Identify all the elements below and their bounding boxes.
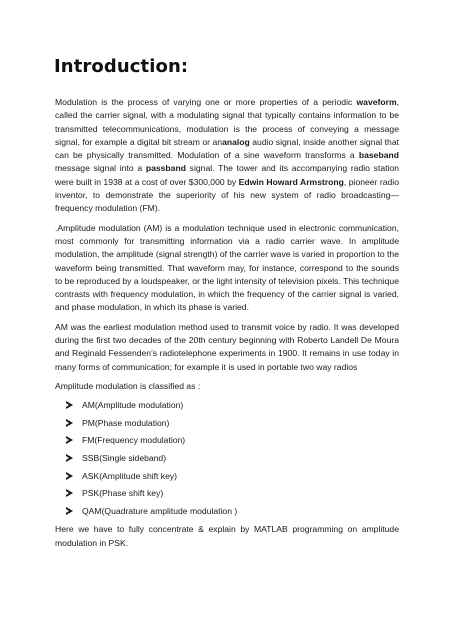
name-armstrong: Edwin Howard Armstrong [238, 176, 344, 187]
arrow-bullet-icon [66, 436, 73, 444]
term-passband: passband [145, 163, 186, 174]
paragraph-closing: Here we have to fully concentrate & explain by MATLAB programming on amplitude modulation in PSK. [55, 524, 399, 548]
document-body [55, 96, 399, 556]
list-item-label: FM(Frequency modulation) [82, 435, 186, 446]
paragraph-amplitude-modulation: .Amplitude modulation (AM) is a modulation technique used in electronic communication, most commonly for transmitting information via a radio carrier wave. In amplitude modulation, the amplitude (signal strength) of the carrier wave is varied in proportion to the waveform being transmitted. That waveform may, for instance, correspond to the sounds to be reproduced by a loudspeaker, or the light intensity of television pixels. This technique contrasts with frequency modulation, in which the frequency of the carrier signal is varied, and phase modulation, in which its phase is varied. [55, 222, 399, 313]
p1-text-k: , pioneer radio inventor, to demonstrate the superiority of his new system of radio broadcasting—frequency modulation (FM). [55, 176, 399, 214]
list-intro: Amplitude modulation is classified as : [55, 380, 201, 391]
arrow-bullet-icon [66, 472, 73, 480]
p1-text-e: audio signal, inside another signal that can be physically transmitted. Modulation of a sine waveform transforms a [55, 136, 399, 161]
paragraph-am-history: AM was the earliest modulation method used to transmit voice by radio. It was developed during the first two decades of the 20th century beginning with Roberto Landell De Moura and Reginald Fessenden's radiotelephone experiments in 1900. It remains in use today in many forms of communication; for example it is used in portable two way radios [55, 321, 399, 372]
p1-text-g: message signal into a [55, 163, 146, 174]
list-item-label: AM(Amplitude modulation) [82, 400, 184, 411]
arrow-bullet-icon [66, 401, 73, 409]
term-analog: analog [222, 136, 250, 147]
page-title: Introduction: [54, 56, 189, 77]
term-baseband: baseband [358, 150, 399, 161]
p1-text-i: signal. The tower and its accompanying radio station were built in 1938 at a cost of over $300,000 by [55, 163, 399, 187]
p1-text-c: , called the carrier signal, with a modulating signal that typically contains information to be transmitted telecommunications, modulation is the process of conveying a message signal, for example a digital bit stream or an [55, 97, 399, 147]
list-item [66, 432, 399, 450]
list-item-label: QAM(Quadrature amplitude modulation ) [82, 505, 238, 516]
paragraph-modulation [55, 96, 399, 216]
list-item [66, 485, 399, 503]
list-item [66, 415, 399, 433]
list-item [66, 468, 399, 486]
list-item-label: ASK(Amplitude shift key) [82, 470, 178, 481]
arrow-bullet-icon [66, 419, 73, 427]
list-item-label: PM(Phase modulation) [82, 417, 170, 428]
modulation-type-list [55, 397, 399, 520]
list-item [66, 503, 399, 521]
arrow-bullet-icon [66, 454, 73, 462]
arrow-bullet-icon [66, 489, 73, 497]
p1-text-a: Modulation is the process of varying one or more properties of a periodic [55, 97, 357, 107]
arrow-bullet-icon [66, 507, 73, 515]
list-item [66, 450, 399, 468]
list-item-label: SSB(Single sideband) [82, 453, 167, 464]
term-waveform: waveform [356, 97, 397, 107]
list-item [66, 397, 399, 415]
list-item-label: PSK(Phase shift key) [82, 488, 164, 499]
